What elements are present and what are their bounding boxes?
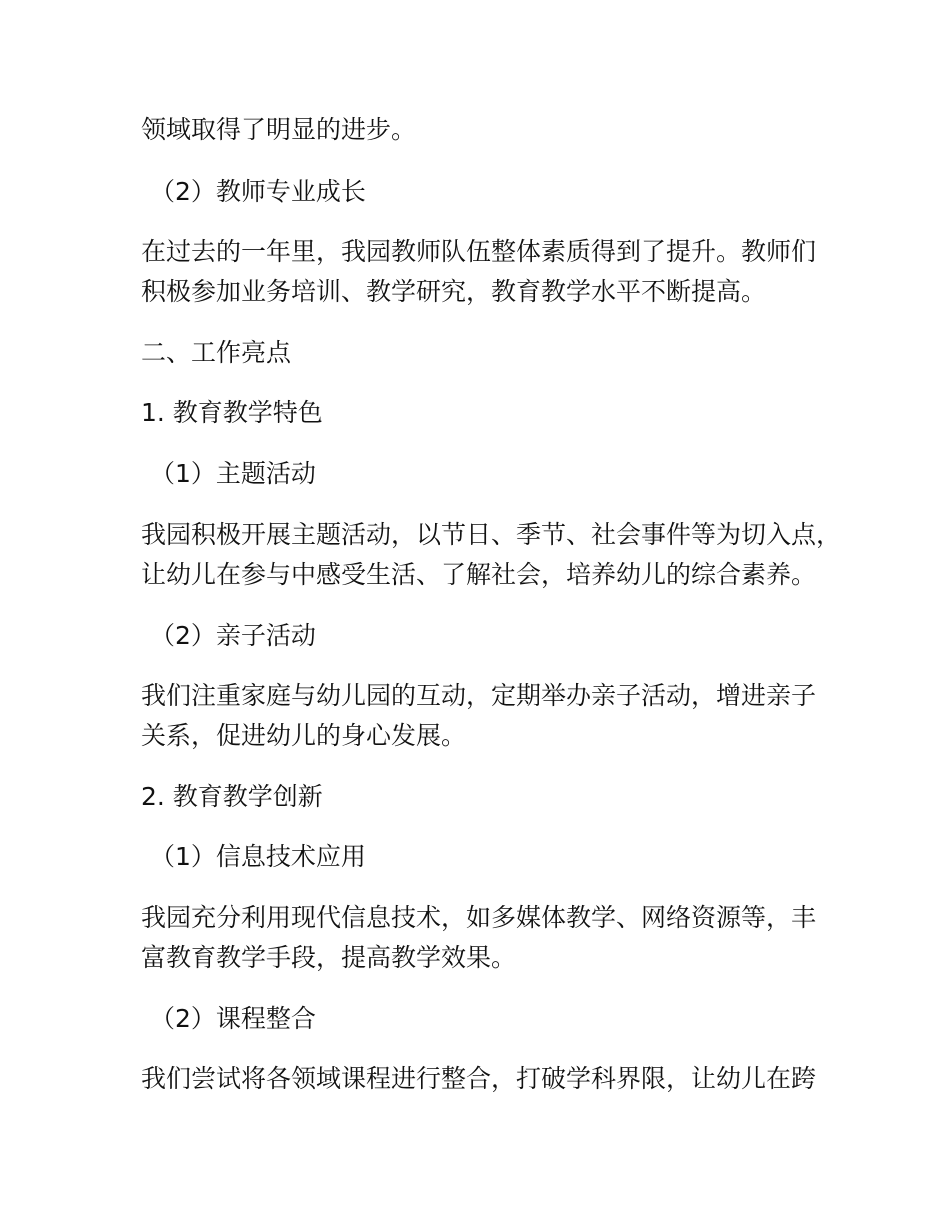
subheading: （1）信息技术应用	[150, 842, 366, 871]
paragraph-text: 我们注重家庭与幼儿园的互动，定期举办亲子活动，增进亲子	[141, 681, 817, 710]
paragraph-text: 富教育教学手段，提高教学效果。	[141, 943, 517, 972]
paragraph-text: 在过去的一年里，我园教师队伍整体素质得到了提升。教师们	[141, 237, 817, 266]
paragraph-text: 我园积极开展主题活动，以节日、季节、社会事件等为切入点，	[141, 520, 842, 549]
paragraph-text: 让幼儿在参与中感受生活、了解社会，培养幼儿的综合素养。	[141, 560, 817, 589]
subheading: （2）亲子活动	[150, 621, 316, 650]
paragraph-text: 领域取得了明显的进步。	[141, 115, 417, 144]
subheading: （1）主题活动	[150, 459, 316, 488]
paragraph-text: 我们尝试将各领域课程进行整合，打破学科界限，让幼儿在跨	[141, 1064, 817, 1093]
section-heading: 二、工作亮点	[141, 338, 292, 367]
paragraph-text: 关系，促进幼儿的身心发展。	[141, 721, 467, 750]
paragraph-text: 积极参加业务培训、教学研究，教育教学水平不断提高。	[141, 277, 767, 306]
numbered-heading: 2. 教育教学创新	[141, 782, 323, 811]
subheading: （2）教师专业成长	[150, 177, 366, 206]
subheading: （2）课程整合	[150, 1004, 316, 1033]
numbered-heading: 1. 教育教学特色	[141, 398, 323, 427]
paragraph-text: 我园充分利用现代信息技术，如多媒体教学、网络资源等，丰	[141, 903, 817, 932]
